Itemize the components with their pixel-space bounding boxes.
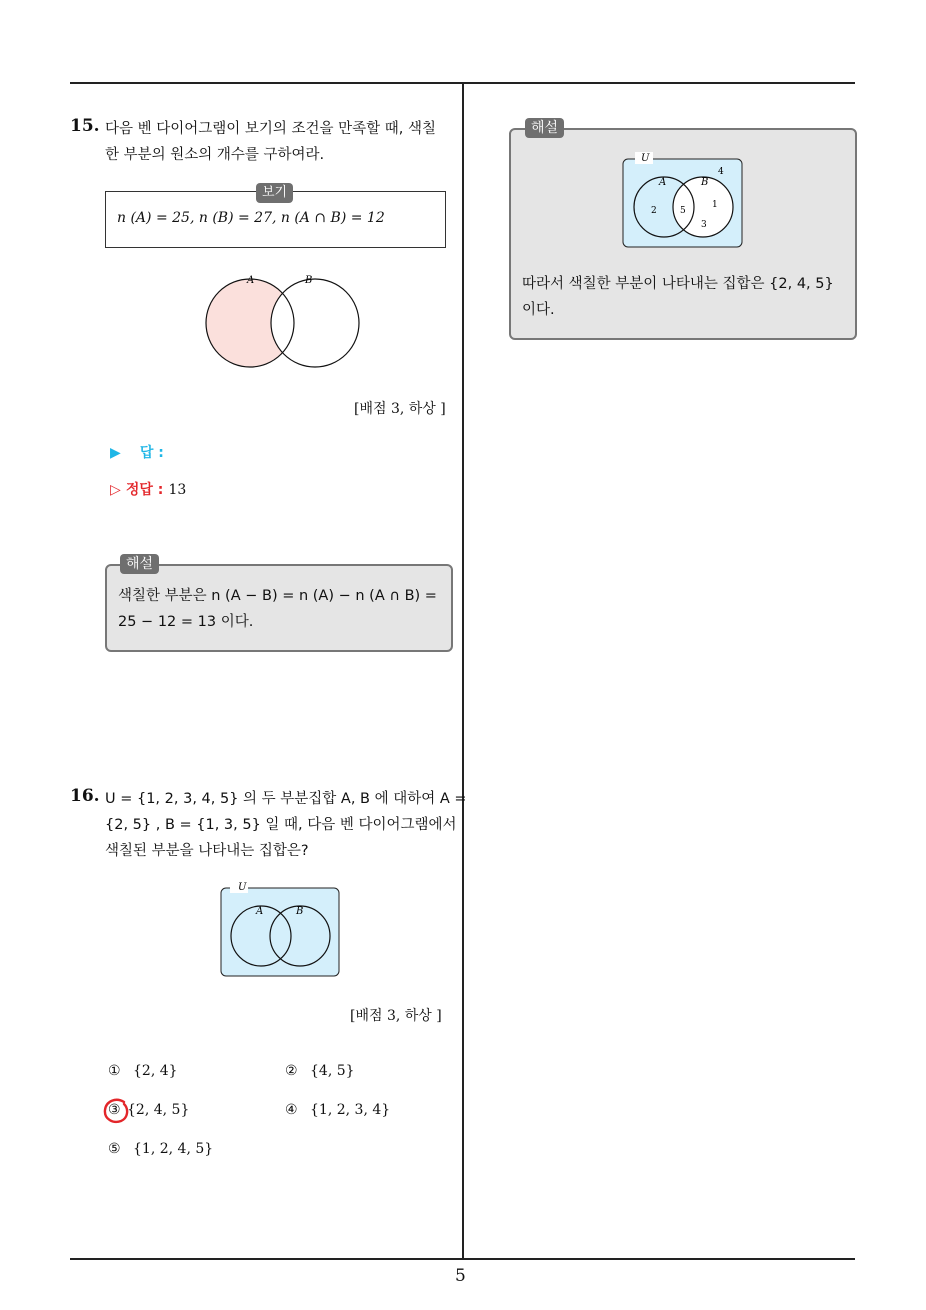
q16-choice-4-text: {1, 2, 3, 4} [310,1102,391,1118]
q16-choice-1-mark: ① [108,1063,121,1079]
q16-choice-2-text: {4, 5} [310,1063,355,1079]
q16-choice-2-mark: ② [285,1063,298,1079]
q15-explanation-tag: 해설 [120,554,159,574]
q15-answer-row [110,442,164,462]
q16-selected-circle-icon [102,1096,132,1126]
q15-score: [배점 3, 하상 ] [354,401,446,417]
q15-number: 15. [70,116,100,136]
q16-choice-1[interactable] [108,1063,178,1079]
q16-exp-label-b: B [701,177,709,188]
q15-correct-label: 정답 : [125,482,164,498]
q15-answer-triangle-icon: ▶ [110,445,121,461]
q15-bogi-tag: 보기 [256,183,293,203]
page-number: 5 [455,1266,466,1286]
q16-choice-5-mark: ⑤ [108,1141,121,1157]
q16-exp-label-u: U [641,153,650,164]
q16-exp-number-5: 5 [680,206,686,216]
q16-explanation-line1: 따라서 색칠한 부분이 나타내는 집합은 {2, 4, 5} [522,276,834,292]
q16-exp-label-a: A [659,177,667,188]
q15-bogi-content: n (A) = 25, n (B) = 27, n (A ∩ B) = 12 [117,210,385,226]
q15-text-line1: 다음 벤 다이어그램이 보기의 조건을 만족할 때, 색칠 [105,121,437,137]
q16-choice-3-mark: ③ [108,1102,121,1118]
q15-venn-label-b: B [305,275,313,286]
q16-choice-4[interactable] [285,1102,390,1118]
bottom-rule [70,1258,855,1260]
q16-choice-2[interactable] [285,1063,355,1079]
q16-text-line2: {2, 5} , B = {1, 3, 5} 일 때, 다음 벤 다이어그램에서 [105,817,457,833]
q15-correct-triangle-icon: ▷ [110,482,121,498]
q16-exp-number-4: 4 [718,167,724,177]
q16-venn-label-a: A [256,906,264,917]
q16-number: 16. [70,786,100,806]
q16-venn-label-u: U [238,882,247,893]
q16-exp-number-1: 1 [712,200,718,210]
q15-text-line2: 한 부분의 원소의 개수를 구하여라. [105,147,325,163]
q16-choice-3-text: {2, 4, 5} [127,1102,190,1118]
q15-answer-label: 답 : [139,445,164,461]
q16-exp-number-2: 2 [651,206,657,216]
q16-exp-number-3: 3 [701,220,707,230]
q16-choice-1-text: {2, 4} [133,1063,178,1079]
q15-venn-label-a: A [247,275,255,286]
q16-explanation-tag: 해설 [525,118,564,138]
q16-venn-label-b: B [296,906,304,917]
q16-text-line1: U = {1, 2, 3, 4, 5} 의 두 부분집합 A, B 에 대하여 A = [105,791,467,807]
q16-choice-5-text: {1, 2, 4, 5} [133,1141,214,1157]
q15-correct-row [110,479,186,499]
q16-choice-4-mark: ④ [285,1102,298,1118]
q16-text-line3: 색칠된 부분을 나타내는 집합은? [105,843,309,859]
q16-explanation-line2: 이다. [522,302,555,318]
q16-venn-diagram [218,878,342,980]
q16-choice-5[interactable] [108,1141,213,1157]
column-divider [462,83,464,1259]
q16-universal-set-box [221,888,339,976]
q15-explanation-line2: 25 − 12 = 13 이다. [118,614,254,630]
q16-explanation-venn [621,150,745,250]
q15-venn-diagram [195,270,365,375]
q15-explanation-line1: 색칠한 부분은 n (A − B) = n (A) − n (A ∩ B) = [118,588,437,604]
q15-correct-value: 13 [168,482,187,498]
q16-score: [배점 3, 하상 ] [350,1008,442,1024]
